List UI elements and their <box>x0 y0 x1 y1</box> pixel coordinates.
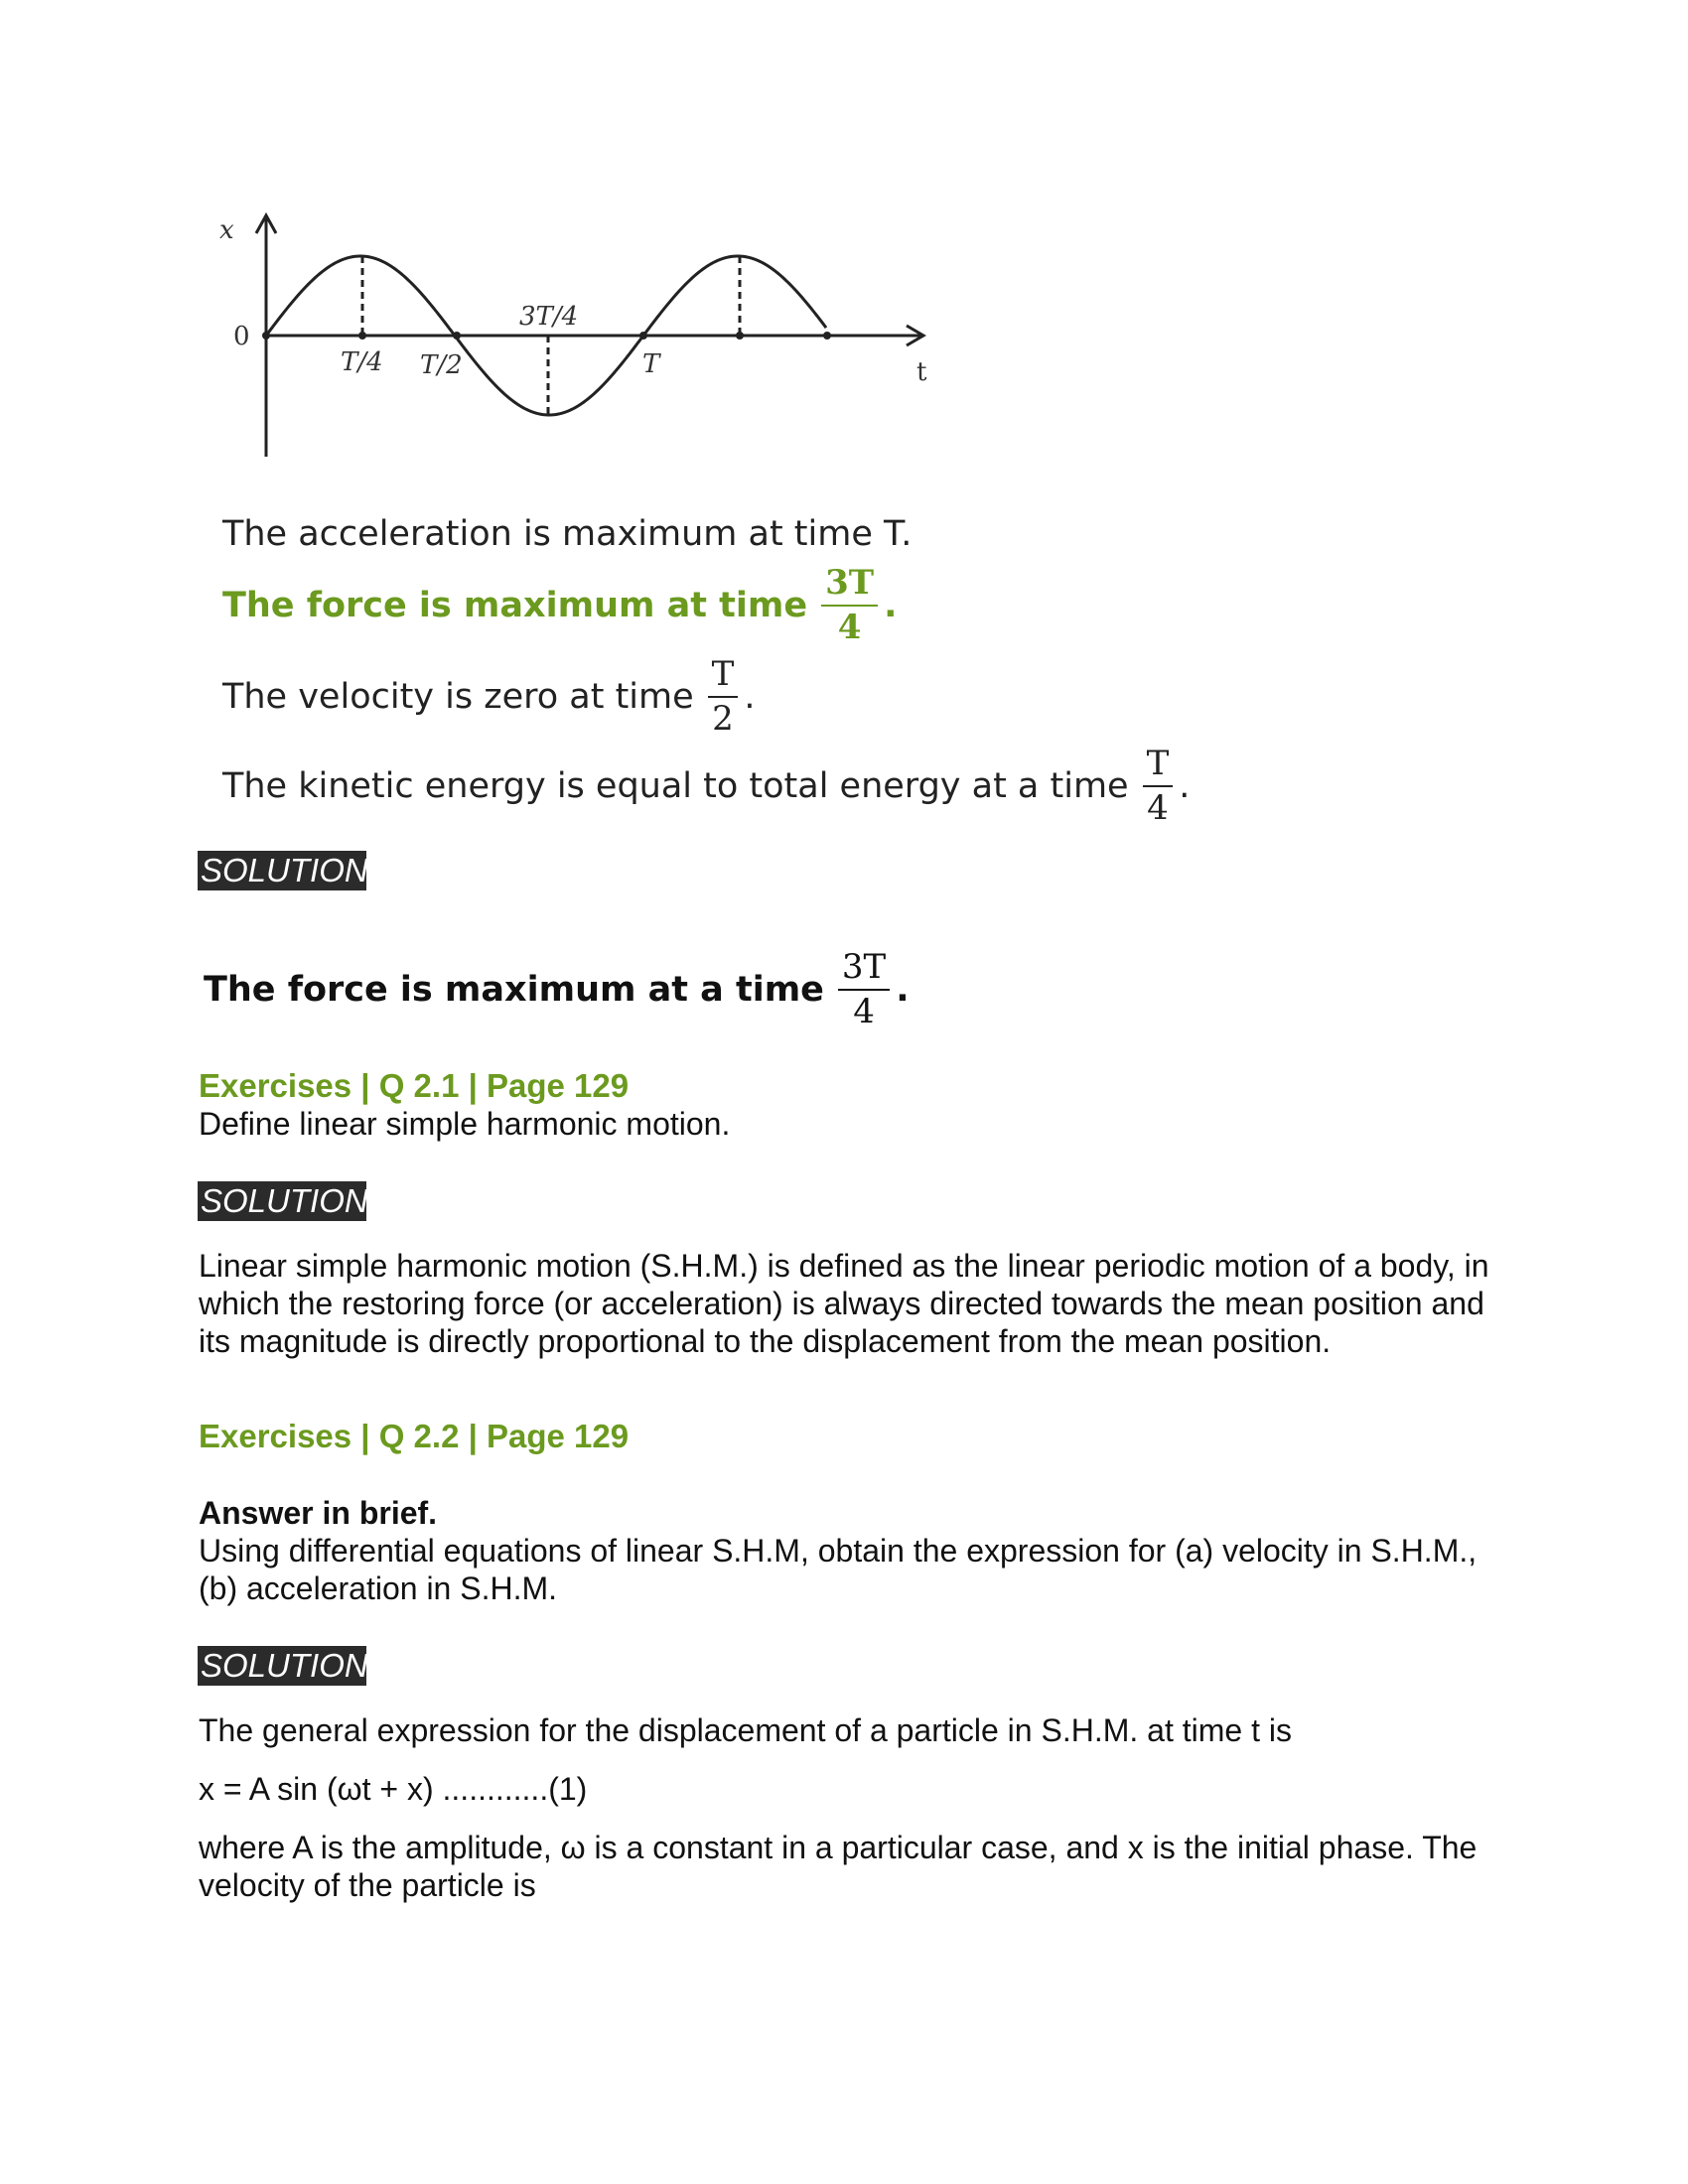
option-4-text: The kinetic energy is equal to total energy at a time <box>222 766 1129 807</box>
question-2-2-instruction: Answer in brief. <box>199 1495 438 1531</box>
option-3-fraction <box>708 655 739 739</box>
answer-1-period: . <box>896 970 910 1011</box>
option-4-fraction <box>1143 745 1174 828</box>
point-T4 <box>358 332 366 340</box>
fraction-numerator: 3T <box>821 564 878 607</box>
option-1-text: The acceleration is maximum at time T. <box>222 514 913 554</box>
question-2-2-heading[interactable]: Exercises | Q 2.2 | Page 129 <box>199 1418 630 1454</box>
option-2-fraction <box>821 564 878 647</box>
option-2 <box>222 564 897 647</box>
question-2-1-text: Define linear simple harmonic motion. <box>199 1106 731 1142</box>
tick-label-3T4: 3T/4 <box>519 302 579 332</box>
point-3T2 <box>823 332 831 340</box>
answer-1 <box>204 948 910 1031</box>
option-2-period: . <box>884 586 898 626</box>
question-2-1-heading[interactable]: Exercises | Q 2.1 | Page 129 <box>199 1067 630 1104</box>
option-3-text: The velocity is zero at time <box>222 677 694 718</box>
solution-badge-1[interactable]: SOLUTION <box>198 851 366 890</box>
question-2-2-answer-line-1: The general expression for the displacement of a particle in S.H.M. at time t is <box>199 1712 1292 1748</box>
fraction-numerator: T <box>708 655 739 698</box>
solution-badge-3[interactable]: SOLUTION <box>198 1646 366 1686</box>
answer-1-fraction <box>838 948 890 1031</box>
solution-badge-2[interactable]: SOLUTION <box>198 1181 366 1221</box>
tick-label-T4: T/4 <box>341 347 383 377</box>
question-2-2-text: Using differential equations of linear S.H.M, obtain the expression for (a) velocity in S.H.M., (b) acceleration in S.H.M. <box>199 1533 1477 1606</box>
displacement-time-graph <box>204 204 958 472</box>
fraction-denominator: 4 <box>837 608 862 648</box>
point-T <box>639 332 647 340</box>
option-1 <box>222 514 912 554</box>
answer-1-text: The force is maximum at a time <box>204 970 824 1011</box>
option-4-period: . <box>1179 766 1191 807</box>
tick-label-T2: T/2 <box>420 350 463 380</box>
question-2-1-answer: Linear simple harmonic motion (S.H.M.) is defined as the linear periodic motion of a body, in which the restoring force (or acceleration) is always directed towards the mean position and its magnitude is directly proportional to the displacement from the mean position. <box>199 1248 1489 1359</box>
fraction-denominator: 4 <box>1147 788 1169 829</box>
option-2-text: The force is maximum at time <box>222 586 808 626</box>
y-axis-label: x <box>219 215 234 245</box>
point-T2 <box>453 332 461 340</box>
option-4 <box>222 745 1190 828</box>
question-2-2-answer-line-3: where A is the amplitude, ω is a constant in a particular case, and x is the initial phase. The velocity of the particle is <box>199 1830 1477 1903</box>
option-3-period: . <box>744 677 756 718</box>
option-3 <box>222 655 755 739</box>
fraction-denominator: 4 <box>853 992 875 1032</box>
fraction-numerator: T <box>1143 745 1174 787</box>
tick-label-T: T <box>642 349 660 379</box>
point-5T4 <box>736 332 744 340</box>
point-origin <box>262 332 270 340</box>
fraction-denominator: 2 <box>712 699 734 740</box>
origin-label: 0 <box>233 322 250 351</box>
x-axis-label: t <box>916 357 927 387</box>
question-2-2-equation: x = A sin (ωt + x) ............(1) <box>199 1771 588 1807</box>
fraction-numerator: 3T <box>838 948 890 991</box>
